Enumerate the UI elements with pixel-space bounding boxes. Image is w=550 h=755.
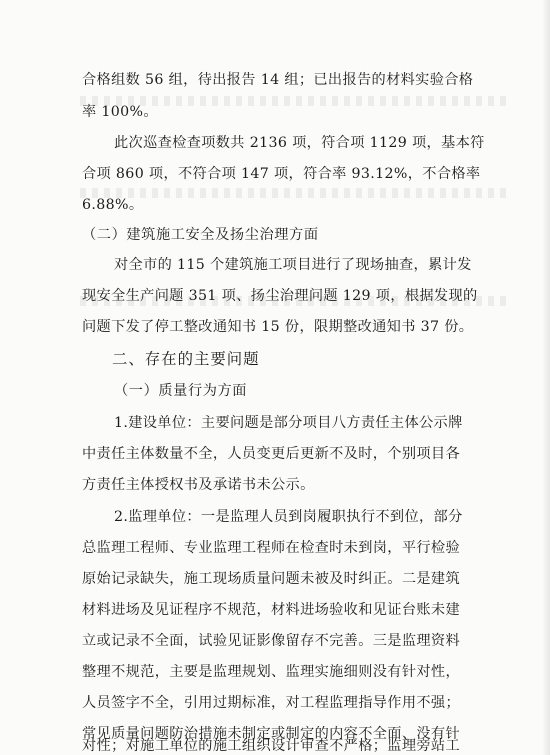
paragraph-line: 问题下发了停工整改通知书 15 份，限期整改通知书 37 份。 — [82, 319, 474, 335]
paragraph-line: 中责任主体数量不全，人员变更后更新不及时，个别项目各 — [82, 446, 460, 462]
section-heading: （一）质量行为方面 — [114, 383, 248, 399]
paragraph-line: 整理不规范，主要是监理规划、监理实施细则没有针对性， — [82, 664, 460, 680]
paragraph-line: 人员签字不全，引用过期标准，对工程监理指导作用不强； — [82, 695, 460, 711]
paragraph-line: 常见质量问题防治措施未制定或制定的内容不全面、没有针 — [82, 726, 460, 742]
page-edge-shadow — [542, 0, 550, 755]
paragraph-line: 对性；对施工单位的施工组织设计审查不严格；监理旁站工 — [82, 738, 460, 754]
paragraph-line: 1.建设单位：主要问题是部分项目八方责任主体公示牌 — [114, 415, 463, 431]
paragraph-line: 对全市的 115 个建筑施工项目进行了现场抽查，累计发 — [114, 257, 472, 273]
paragraph-line: 合项 860 项，不符合项 147 项，符合率 93.12%，不合格率 — [82, 166, 481, 182]
paragraph-line: 6.88%。 — [82, 197, 144, 213]
paragraph-line: 率 100%。 — [82, 104, 158, 120]
paragraph-line: 立或记录不全面，试验见证影像留存不完善。三是监理资料 — [82, 633, 460, 649]
chapter-heading: 二、存在的主要问题 — [112, 350, 260, 368]
paragraph-line: 总监理工程师、专业监理工程师在检查时未到岗，平行检验 — [82, 540, 460, 556]
paragraph-line: 方责任主体授权书及承诺书未公示。 — [82, 477, 315, 493]
paragraph-line: 材料进场及见证程序不规范，材料进场验收和见证台账未建 — [82, 602, 460, 618]
bleed-through-mark — [80, 188, 510, 198]
paragraph-line: 此次巡查检查项数共 2136 项，符合项 1129 项，基本符 — [114, 135, 485, 151]
paragraph-line: 现安全生产问题 351 项、扬尘治理问题 129 项，根据发现的 — [82, 288, 478, 304]
paragraph-line: 原始记录缺失，施工现场质量问题未被及时纠正。二是建筑 — [82, 571, 460, 587]
paragraph-line: 2.监理单位：一是监理人员到岗履职执行不到位，部分 — [114, 509, 463, 525]
section-heading: （二）建筑施工安全及扬尘治理方面 — [82, 227, 319, 243]
paragraph-line: 合格组数 56 组，待出报告 14 组；已出报告的材料实验合格 — [82, 72, 474, 88]
